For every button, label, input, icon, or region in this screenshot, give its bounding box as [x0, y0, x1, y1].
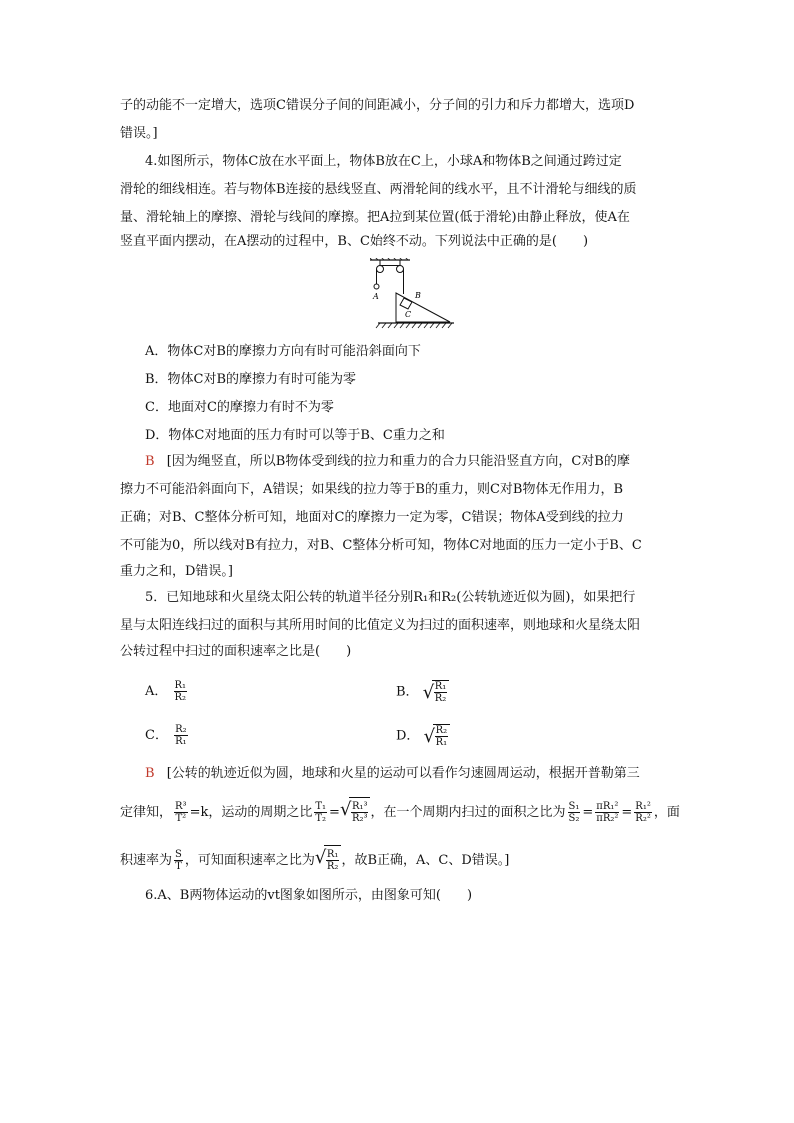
- ball-a: [374, 284, 379, 289]
- q5-exp2-f5-den: R₂²: [635, 813, 651, 824]
- q4-stem-line-3: 量、滑轮轴上的摩擦、滑轮与线间的摩擦。把A拉到某位置(低于滑轮)由静止释放，使A在: [120, 210, 630, 225]
- q5-exp2-f5-num: R₁²: [635, 801, 651, 812]
- q5-explanation-line-1: [145, 764, 640, 784]
- sqrt-sign-icon: √: [422, 682, 435, 703]
- q4-explanation-line-2: 擦力不可能沿斜面向下，A错误；如果线的拉力等于B的重力，则C对B物体无作用力，B: [120, 482, 623, 497]
- pulley-left: [377, 266, 384, 273]
- q4-option-c: C．地面对C的摩擦力有时不为零: [145, 400, 334, 415]
- q5-exp2-f4-den: πR₂²: [596, 813, 619, 824]
- q5-exp2-f1-num: R³: [175, 801, 187, 812]
- q5-exp2-fraction-3: [568, 801, 581, 824]
- ground-hatch: [376, 323, 452, 328]
- q5-explanation-text-1: [公转的轨迹近似为圆，地球和火星的运动可以看作匀速圆周运动，根据开普勒第三: [166, 766, 640, 781]
- q5-option-b-fraction: [434, 681, 448, 704]
- q5-exp2-f2-num: T₁: [315, 801, 327, 812]
- q5-exp2-fraction-1: [174, 801, 188, 824]
- q5-exp2-fraction-5: [634, 801, 652, 824]
- intro-line-1: 子的动能不一定增大，选项C错误分子间的间距减小，分子间的引力和斥力都增大，选项D: [120, 98, 635, 113]
- q5-exp3-fraction: [174, 849, 183, 872]
- sqrt-sign-icon: √: [423, 726, 436, 747]
- q6-stem-line: 6.A、B两物体运动的vt图象如图所示，由图象可知( ): [145, 888, 473, 903]
- q5-exp2-text-4: ，在一个周期内扫过的面积之比为: [370, 805, 566, 820]
- q5-option-d: [396, 724, 450, 748]
- q5-exp2-f3-num: S₁: [568, 801, 580, 812]
- q5-explanation-line-3: [120, 845, 509, 876]
- q4-option-a: A．物体C对B的摩擦力方向有时可能沿斜面向下: [145, 344, 421, 359]
- pulley-right: [397, 266, 404, 273]
- intro-line-2: 错误。]: [120, 126, 158, 141]
- q5-stem-line-3: 公转过程中扫过的面积速率之比是( ): [120, 644, 352, 659]
- q5-option-b-sqrt: [423, 680, 450, 704]
- q4-option-d: D．物体C对地面的压力有时可以等于B、C重力之和: [145, 428, 445, 443]
- q5-exp2-text-7: ，面: [653, 805, 680, 820]
- q5-exp2-fraction-4: [595, 801, 619, 824]
- q5-exp3-f1-den: T: [175, 861, 182, 872]
- q4-stem-line-1: 4.如图所示，物体C放在水平面上，物体B放在C上，小球A和物体B之间通过跨过定: [145, 154, 622, 169]
- q4-explanation-line-5: 重力之和，D错误。]: [120, 564, 233, 579]
- q5-option-a-numerator: R₁: [174, 680, 187, 691]
- q5-option-b-numerator: R₁: [434, 681, 447, 692]
- q5-exp3-s-num: R₁: [326, 849, 339, 860]
- q4-option-b: B．物体C对B的摩擦力有时可能为零: [145, 372, 357, 387]
- q5-exp2-sqrt: [340, 797, 371, 828]
- q5-option-d-fraction: [435, 725, 449, 748]
- q5-exp2-s2-den: R₂³: [351, 813, 368, 824]
- q4-explanation-line-3: 正确；对B、C整体分析可知，地面对C的摩擦力一定为零，C错误；物体A受到线的拉力: [120, 510, 624, 525]
- label-b: B: [415, 291, 421, 300]
- label-c: C: [405, 310, 412, 319]
- q5-option-a: [145, 680, 189, 703]
- sqrt-sign-icon: √: [314, 847, 327, 868]
- q5-exp2-text-2: =k，运动的周期之比: [189, 805, 313, 820]
- label-a: A: [373, 292, 379, 301]
- q5-exp3-f1-num: S: [175, 849, 182, 860]
- q5-exp3-text-1: 积速率为: [120, 853, 173, 868]
- q5-option-a-fraction: [174, 680, 188, 703]
- q4-explanation-line-1: [145, 452, 630, 472]
- q5-exp2-text-5: =: [582, 805, 594, 820]
- q5-exp3-s-den: R₂: [326, 861, 339, 872]
- q5-exp2-text-3: =: [329, 805, 340, 820]
- q5-exp3-sqrt-fraction: [326, 849, 340, 872]
- q5-option-b-label: B．: [396, 684, 419, 700]
- block-b: [400, 298, 412, 309]
- q4-explanation-text-1: [因为绳竖直，所以B物体受到线的拉力和重力的合力只能沿竖直方向，C对B的摩: [166, 454, 630, 469]
- q5-exp2-s2-num: R₁³: [351, 801, 368, 812]
- q5-exp3-text-2: ，可知面积速率之比为: [184, 853, 315, 868]
- q5-exp2-text-1: 定律知，: [120, 805, 173, 820]
- q5-option-a-denominator: R₂: [174, 692, 187, 703]
- q5-option-d-denominator: R₁: [435, 737, 448, 748]
- q5-exp2-fraction-2: [314, 801, 327, 824]
- q4-explanation-line-4: 不可能为0，所以线对B有拉力，对B、C整体分析可知，物体C对地面的压力一定小于B、C: [120, 538, 642, 553]
- pulley-incline-figure: [370, 258, 456, 332]
- q5-option-d-label: D．: [396, 728, 420, 744]
- q5-exp2-f1-den: T²: [175, 813, 187, 824]
- q5-option-c-label: C．: [145, 728, 168, 743]
- q5-option-c: [145, 724, 190, 747]
- q5-option-c-fraction: [174, 724, 188, 747]
- q5-explanation-line-2: [120, 797, 680, 828]
- q4-answer-letter: B: [145, 454, 155, 469]
- q5-exp2-f4-num: πR₁²: [596, 801, 619, 812]
- q5-option-c-denominator: R₁: [175, 736, 187, 747]
- q5-exp3-text-3: ，故B正确，A、C、D错误。]: [341, 853, 510, 868]
- q5-stem-line-1: 5．已知地球和火星绕太阳公转的轨道半径分别R₁和R₂(公转轨迹近似为圆)，如果把行: [145, 590, 636, 605]
- q4-stem-line-2: 滑轮的细线相连。若与物体B连接的悬线竖直、两滑轮间的线水平，且不计滑轮与细线的质: [120, 182, 637, 197]
- q5-exp2-sqrt-fraction: [351, 801, 369, 824]
- q5-option-d-sqrt: [424, 724, 451, 748]
- q5-option-c-numerator: R₂: [175, 724, 187, 735]
- q5-answer-letter: B: [145, 766, 155, 781]
- q4-stem-line-4: 竖直平面内摆动，在A摆动的过程中，B、C始终不动。下列说法中正确的是( ): [120, 234, 589, 249]
- q5-exp2-f2-den: T₂: [315, 813, 327, 824]
- q5-exp2-text-6: =: [621, 805, 633, 820]
- sqrt-sign-icon: √: [339, 799, 352, 820]
- q5-option-b-denominator: R₂: [434, 693, 447, 704]
- q5-option-a-label: A．: [145, 684, 168, 699]
- q5-stem-line-2: 星与太阳连线扫过的面积与其所用时间的比值定义为扫过的面积速率，则地球和火星绕太阳: [120, 618, 641, 633]
- q5-exp2-f3-den: S₂: [568, 813, 580, 824]
- q5-exp3-sqrt: [315, 845, 342, 876]
- q5-option-b: [396, 680, 449, 704]
- q5-option-d-numerator: R₂: [435, 725, 448, 736]
